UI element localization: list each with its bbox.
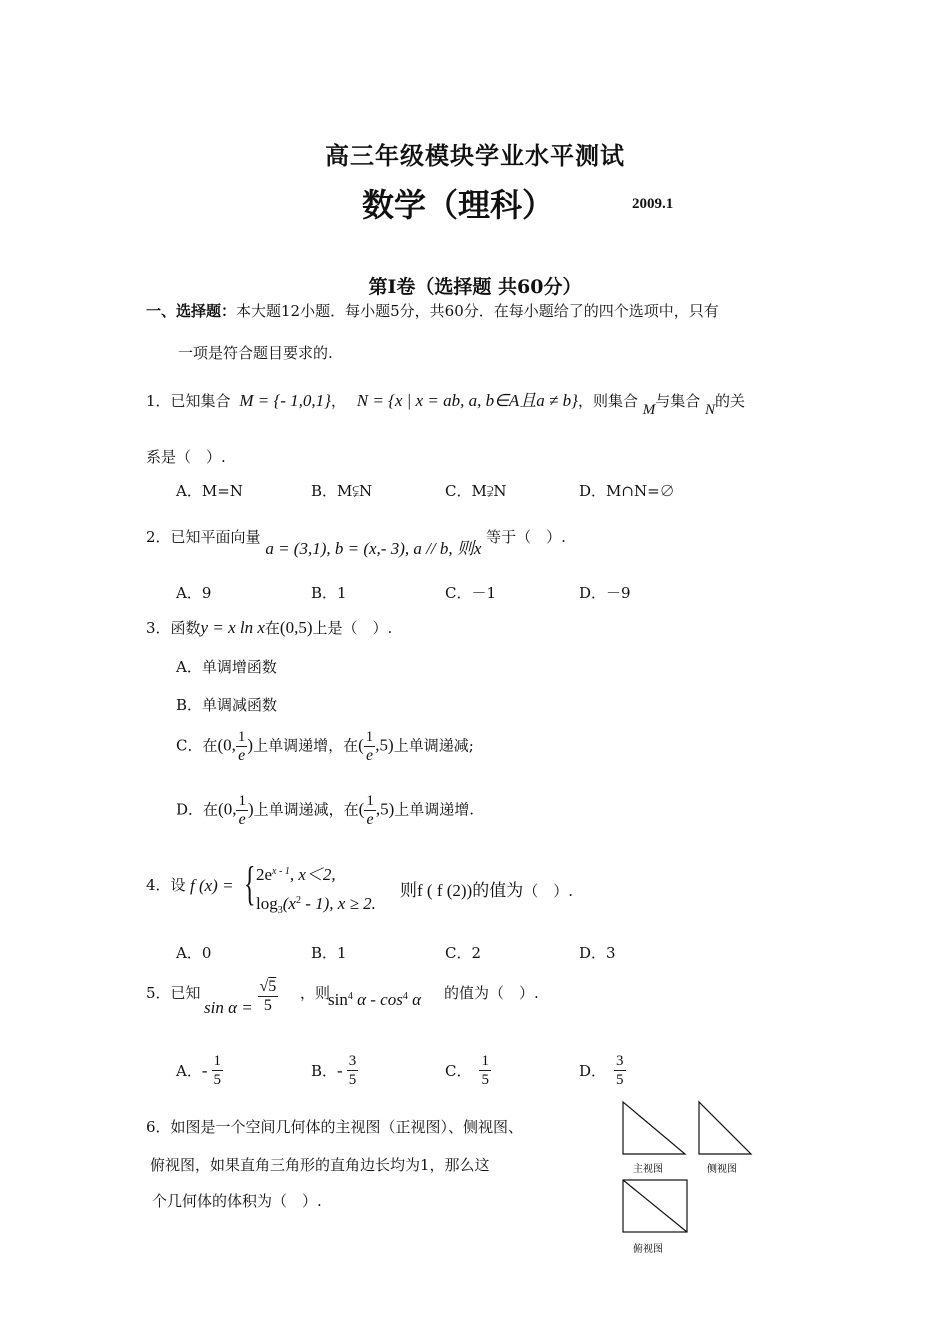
q2-option-b: B．1 (311, 584, 347, 602)
q4-option-a: A．0 (176, 944, 212, 962)
q4-case2-sq: 2 (295, 895, 301, 906)
q3c-int1-right: ) (247, 735, 254, 755)
section-desc-line2: 一项是符合题目要求的. (178, 344, 333, 362)
q5d-den: 5 (616, 1072, 624, 1088)
three-view-figure (615, 1096, 775, 1266)
q3d-frac1-num: 1 (238, 793, 246, 809)
q3d-int1-left: (0, (218, 799, 237, 819)
top-view (623, 1180, 687, 1232)
q5-option-d (579, 1052, 626, 1089)
q5d-label: D． (579, 1062, 607, 1080)
top-view-label: 俯视图 (633, 1244, 663, 1255)
q4-option-c: C．2 (445, 944, 482, 962)
q4-case2-sub: 3 (277, 905, 283, 916)
q2-option-a: A．9 (176, 584, 212, 602)
q3d-frac2-num: 1 (366, 793, 374, 809)
q4-brace: { (244, 857, 256, 910)
q3-tail: 上是（ ）. (312, 619, 393, 637)
q1-option-d: D．M∩N=∅ (579, 482, 675, 500)
q5c-num: 1 (481, 1053, 489, 1069)
q6-line1: 6．如图是一个空间几何体的主视图（正视图）、侧视图、 (146, 1118, 524, 1136)
side-view (699, 1102, 751, 1154)
q3-option-c (176, 728, 474, 765)
q5-sin-den: 5 (263, 997, 272, 1014)
q5-expr-alpha: α (407, 990, 422, 1009)
q1-option-a: A．M=N (176, 482, 243, 500)
q1-mid2: 与集合 (655, 392, 701, 410)
q4-case1-base: 2e (256, 865, 273, 884)
q3-option-b: B．单调减函数 (176, 696, 278, 714)
q4-then-text: 则f ( f (2))的值为 (400, 881, 524, 900)
q5b-sign: - (337, 1060, 343, 1080)
q3d-frac2-den: e (366, 811, 374, 828)
q5-expr-cos: α - cos (352, 990, 403, 1009)
q4-option-d: D．3 (579, 944, 616, 962)
q1-m: M (642, 402, 656, 418)
q3d-tail: 上单调递增. (394, 800, 475, 819)
q1-option-c: C．M⫌N (445, 482, 507, 500)
q4-prefix: 4．设 (146, 876, 186, 894)
q5b-num: 3 (348, 1053, 357, 1069)
q3d-pre: D．在 (176, 800, 219, 819)
q5d-num: 3 (616, 1053, 624, 1069)
q6-line3: 个几何体的体积为（ ）. (152, 1192, 322, 1210)
front-view-label: 主视图 (633, 1164, 663, 1175)
q5a-num: 1 (213, 1053, 222, 1069)
q5-option-c (445, 1052, 491, 1089)
q5-option-b (311, 1052, 358, 1089)
q1-mid: ，则集合 (577, 392, 638, 410)
q2-option-d: D．－9 (579, 584, 631, 602)
q4-then (400, 876, 573, 901)
q1-set-m: M = {- 1,0,1} (239, 391, 331, 410)
q5c-label: C． (445, 1062, 472, 1080)
q5c-frac (479, 1052, 491, 1089)
q4-case1-exp: x - 1 (272, 866, 290, 877)
q1-option-b: B．M⫋N (311, 482, 373, 500)
q3c-frac1-num: 1 (237, 729, 246, 745)
question-2 (146, 522, 566, 558)
q4-tail: （ ）. (523, 882, 573, 900)
q3c-tail: 上单调递减; (393, 736, 474, 755)
q3c-int1-left: (0, (217, 735, 236, 755)
q3c-frac2-num: 1 (365, 729, 374, 745)
q5c-den: 5 (481, 1072, 489, 1088)
q5-prefix: 5．已知 (146, 984, 201, 1002)
q1-comma: ， (330, 392, 346, 410)
q1-prefix: 1．已知集合 (146, 392, 231, 410)
q2-prefix: 2．已知平面向量 (146, 528, 261, 546)
side-view-label: 侧视图 (707, 1164, 737, 1175)
q4-case2-rest: - 1), x ≥ 2. (300, 894, 376, 913)
q5a-frac (212, 1052, 224, 1089)
q5-expr (328, 990, 421, 1010)
q5a-label: A． (176, 1062, 202, 1080)
q3c-pre: C．在 (176, 736, 218, 755)
q3-interval: (0,5) (279, 618, 313, 637)
q5-sin-frac (258, 978, 279, 1015)
q3-option-d (176, 792, 474, 829)
q1-line2: 系是（ ）. (146, 448, 226, 466)
q3c-frac2 (364, 728, 376, 765)
q5a-sign: - (201, 1060, 208, 1080)
q6-line2: 俯视图，如果直角三角形的直角边长均为1，那么这 (150, 1156, 490, 1174)
q3d-frac1-den: e (238, 811, 246, 828)
q5-sin-num: √5 (259, 978, 277, 995)
q5b-frac (347, 1052, 359, 1089)
q4-case2-log: log (256, 894, 278, 913)
q3c-frac1 (236, 728, 248, 765)
q5-option-a (176, 1052, 223, 1089)
q3d-frac1 (236, 792, 248, 829)
q3c-int2-left: ( (358, 735, 364, 755)
question-3 (146, 617, 392, 638)
question-1 (146, 386, 746, 418)
q3c-int2-right: ,5) (375, 735, 394, 755)
q5-expr-exp2: 4 (402, 991, 408, 1002)
q3c-frac1-den: e (238, 747, 246, 764)
q4-option-b: B．1 (311, 944, 347, 962)
q5-sqrt-num: 5 (268, 978, 277, 995)
q3c-frac2-den: e (365, 747, 374, 764)
q3d-int1-right: ) (247, 799, 254, 819)
q5d-frac (614, 1052, 626, 1089)
q2-tail: 等于（ ）. (486, 528, 566, 546)
exam-year: 2009.1 (632, 196, 674, 212)
q4-case2-arg: (x (282, 894, 296, 913)
section-desc-line1: 本大题12小题．每小题5分，共60分．在每小题给了的四个选项中，只有 (236, 302, 719, 320)
q3d-int2-left: ( (358, 799, 365, 819)
q1-tail: 的关 (715, 392, 746, 410)
q3-prefix: 3．函数 (146, 619, 201, 637)
subject-title: 数学（理科） (362, 186, 555, 224)
q5-expr-sin: sin (328, 990, 348, 1009)
q2-expr: a = (3,1), b = (x,- 3), a // b, 则x (265, 539, 482, 558)
q3-mid: 在 (264, 619, 280, 637)
q3c-mid: 上单调递增，在 (253, 736, 359, 755)
q5-sin (204, 978, 278, 1015)
q5-mid: ，则 (300, 984, 331, 1002)
front-view (623, 1102, 685, 1154)
section-label: 一、选择题： (146, 302, 237, 320)
q4-fx: f (x) = (190, 876, 234, 895)
q3d-frac2 (364, 792, 376, 829)
paper-title: 高三年级模块学业水平测试 (325, 141, 625, 170)
q3d-int2-right: ,5) (375, 799, 395, 819)
section-intro (146, 300, 719, 321)
q3d-mid: 上单调递减，在 (253, 800, 359, 819)
q5-sin-expr: sin α = (204, 997, 253, 1017)
q5-expr-exp1: 4 (347, 991, 353, 1002)
q3-expr: y = x ln x (200, 618, 265, 637)
q5a-den: 5 (213, 1072, 222, 1088)
q4-case1-cond: , x＜2, (289, 865, 336, 884)
q1-set-n: N = {x | x = ab, a, b∈A且a ≠ b} (356, 391, 578, 410)
q4-case1 (256, 860, 336, 885)
q5-tail: 的值为（ ）. (444, 984, 539, 1002)
q4-case2 (256, 894, 376, 916)
part-title: 第Ⅰ卷（选择题 共60分） (368, 276, 582, 298)
q1-n: N (705, 402, 716, 418)
q2-option-c: C．－1 (445, 584, 497, 602)
q5b-den: 5 (348, 1072, 357, 1088)
q3-option-a: A．单调增函数 (176, 658, 277, 676)
q5b-label: B． (311, 1062, 338, 1080)
